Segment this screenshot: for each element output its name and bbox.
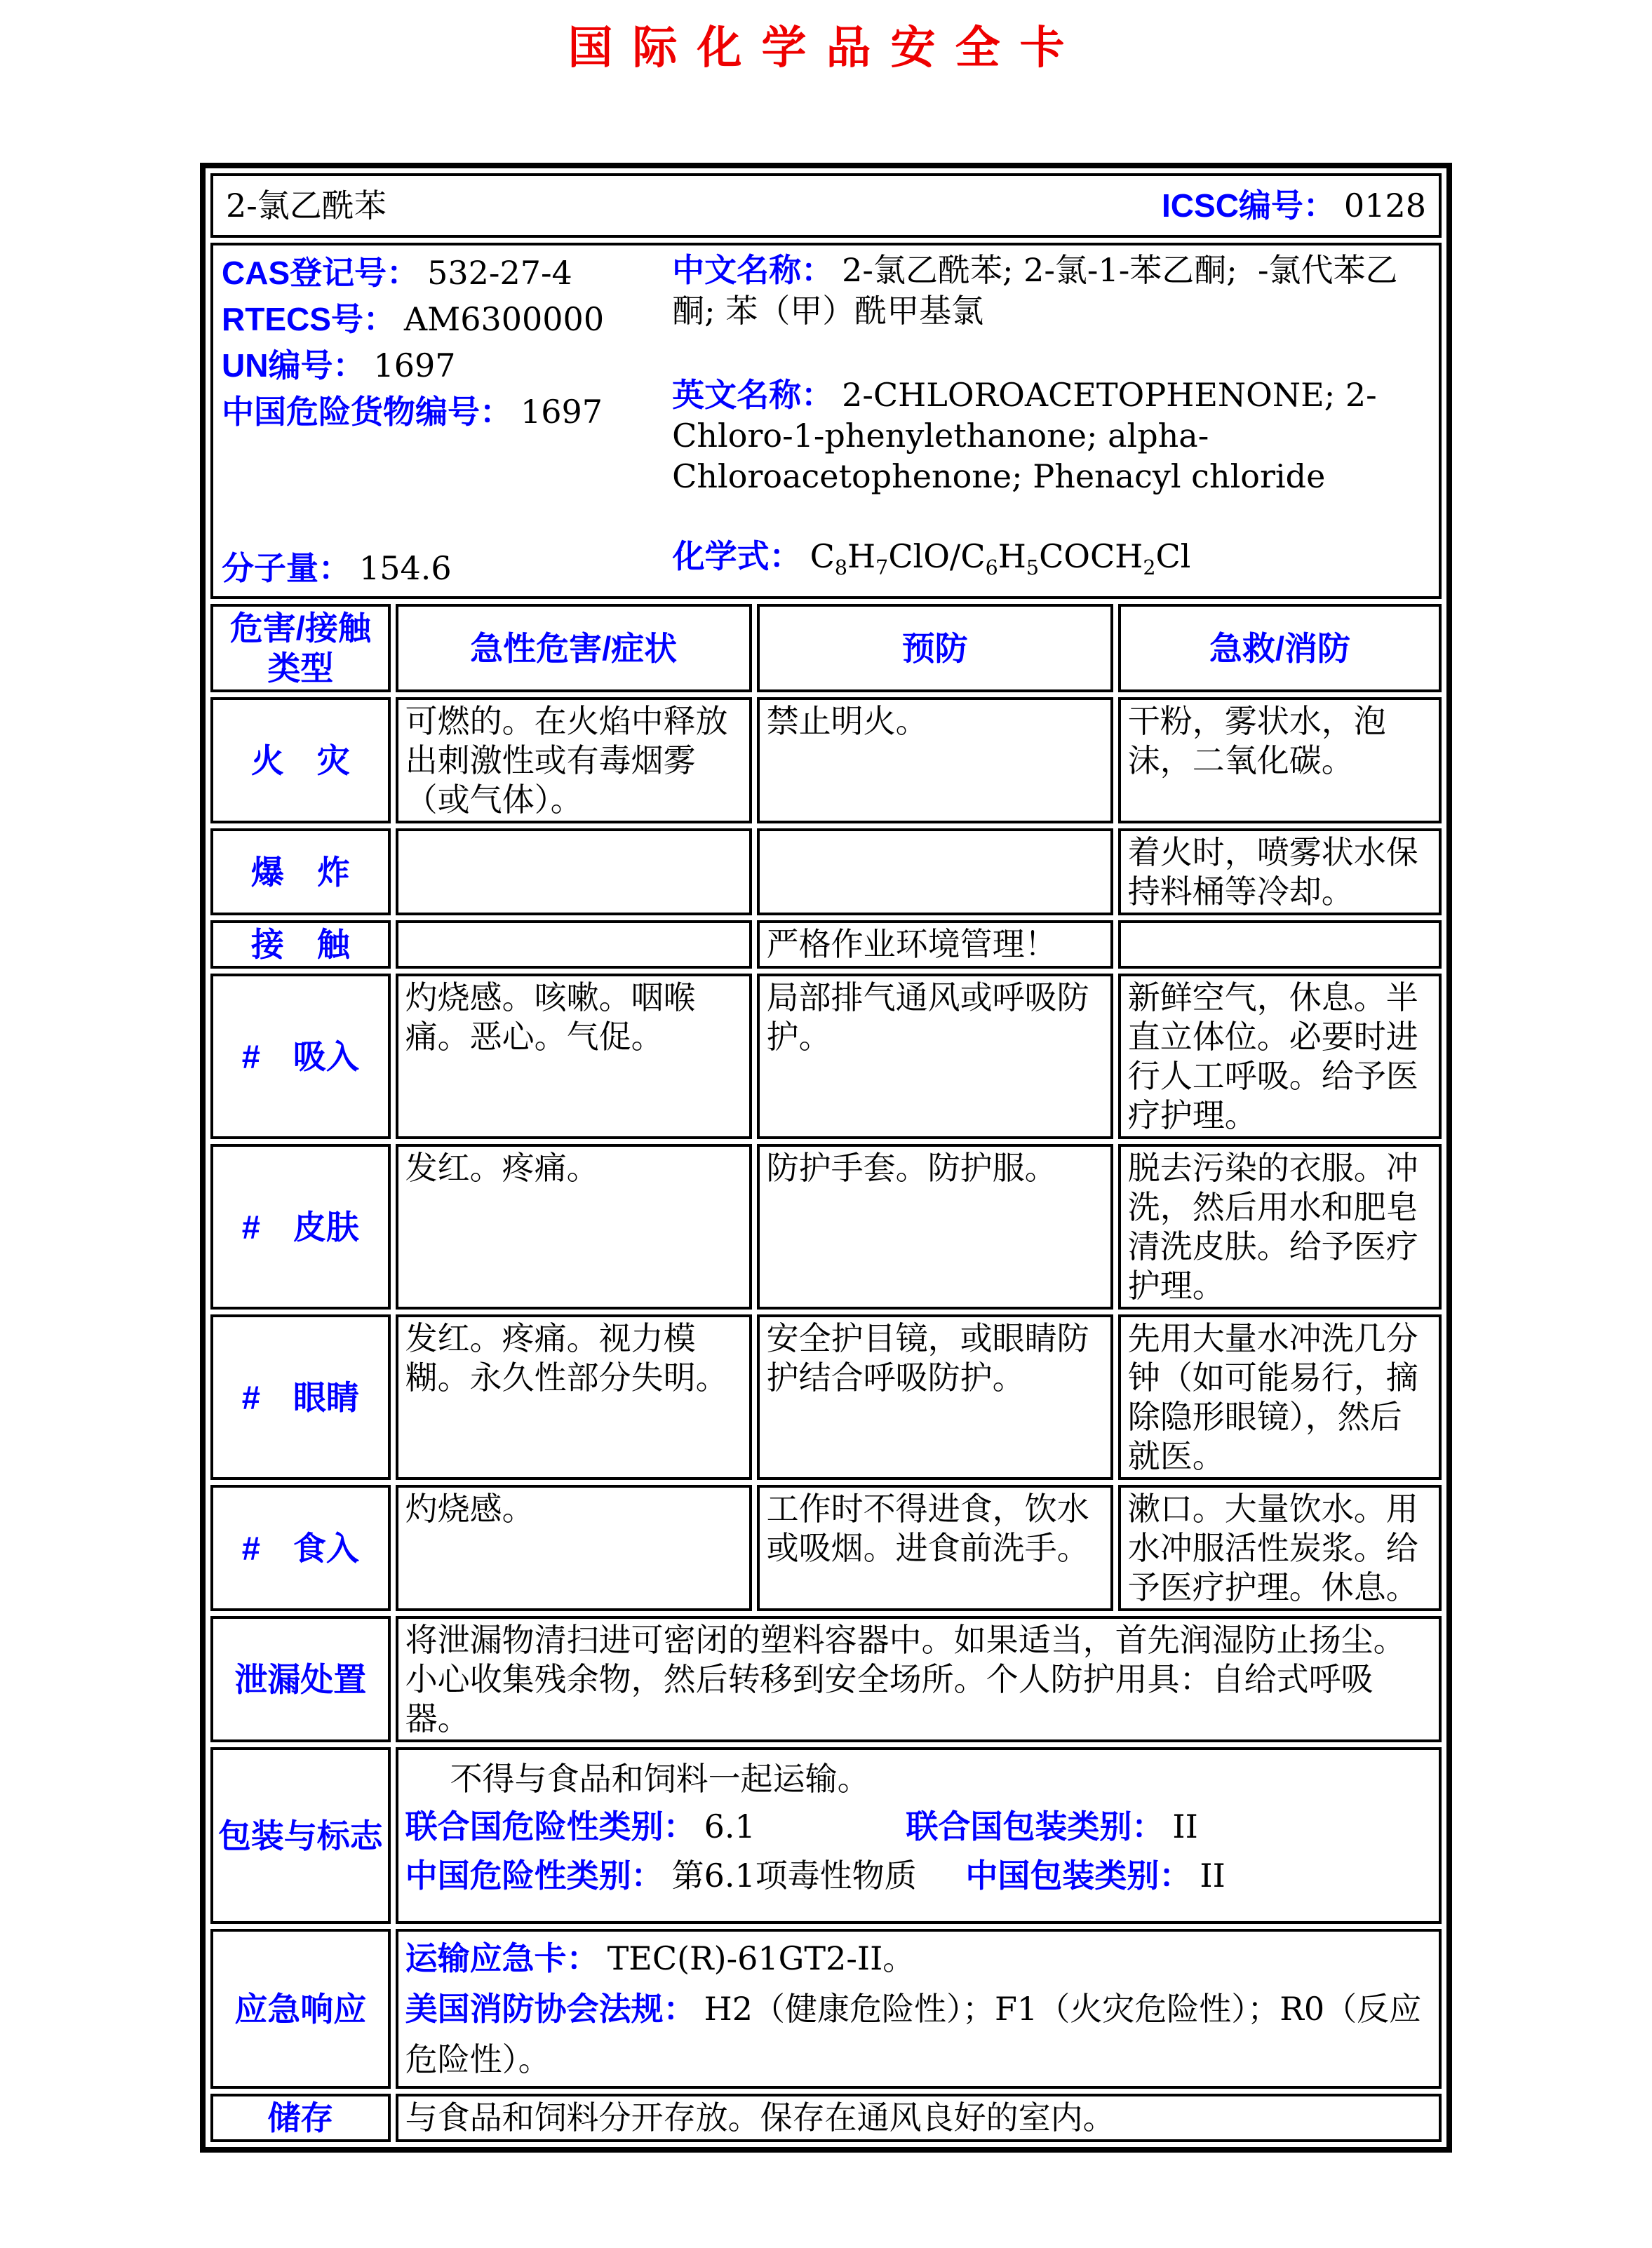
china-dg-number-line bbox=[222, 389, 604, 435]
page-title: 国际化学品安全卡 bbox=[568, 22, 1084, 74]
transport-emergency-card-label: 运输应急卡： bbox=[405, 1940, 599, 1977]
inhalation-prevention: 局部排气通风或呼吸防护。 bbox=[757, 974, 1113, 1139]
chemical-name: 2-氯乙酰苯 bbox=[226, 187, 387, 224]
storage-content: 与食品和饲料分开存放。保存在通风良好的室内。 bbox=[396, 2094, 1442, 2142]
english-name-label: 英文名称： bbox=[672, 377, 834, 413]
header-symptoms: 急性危害/症状 bbox=[396, 604, 752, 692]
eyes-symptoms: 发红。疼痛。视力模糊。永久性部分失明。 bbox=[396, 1314, 752, 1480]
china-classification-line bbox=[405, 1851, 1432, 1900]
contact-symptoms bbox=[396, 920, 752, 969]
header-hazard-type: 危害/接触类型 bbox=[210, 604, 391, 692]
icsc-number: 0128 bbox=[1343, 187, 1426, 224]
nfpa-code-value: H2（健康危险性）；F1（火灾危险性）；R0（反应危险性）。 bbox=[405, 1990, 1422, 2078]
ingestion-symptoms: 灼烧感。 bbox=[396, 1485, 752, 1611]
hazard-row-inhalation bbox=[210, 974, 1442, 1139]
name-cell bbox=[210, 173, 1442, 238]
explosion-symptoms bbox=[396, 828, 752, 915]
hazard-row-eyes bbox=[210, 1314, 1442, 1480]
un-number-line bbox=[222, 342, 604, 389]
explosion-response: 着火时，喷雾状水保持料桶等冷却。 bbox=[1118, 828, 1442, 915]
un-value: 1697 bbox=[373, 346, 456, 384]
row-label-ingestion: # 食入 bbox=[210, 1485, 391, 1611]
molecular-line bbox=[222, 537, 1430, 588]
hazard-row-skin bbox=[210, 1144, 1442, 1310]
section-row-packaging bbox=[210, 1747, 1442, 1924]
un-hazard-class-label: 联合国危险性类别： bbox=[405, 1808, 696, 1845]
fire-response: 干粉，雾状水，泡沫，二氧化碳。 bbox=[1118, 697, 1442, 823]
china-dg-value: 1697 bbox=[521, 393, 603, 431]
explosion-prevention bbox=[757, 828, 1113, 915]
un-hazard-class-value: 6.1 bbox=[704, 1808, 756, 1845]
ingestion-prevention: 工作时不得进食，饮水或吸烟。进食前洗手。 bbox=[757, 1485, 1113, 1611]
section-row-spill bbox=[210, 1616, 1442, 1742]
english-name-value: 2-CHLOROACETOPHENONE; 2-Chloro-1-phenylethanone; alpha-Chloroacetophenone; Phenacyl chloride bbox=[672, 376, 1377, 495]
icsc-label: ICSC编号： bbox=[1162, 187, 1336, 224]
packaging-content bbox=[396, 1747, 1442, 1924]
nfpa-code-line bbox=[405, 1984, 1432, 2085]
china-packing-group-value: II bbox=[1200, 1857, 1225, 1894]
chinese-name-block bbox=[672, 250, 1430, 331]
cas-label: CAS登记号： bbox=[222, 255, 419, 291]
un-classification-line bbox=[405, 1802, 1432, 1851]
row-label-explosion: 爆 炸 bbox=[210, 828, 391, 915]
hazard-row-fire bbox=[210, 697, 1442, 823]
row-label-emergency-response: 应急响应 bbox=[210, 1929, 391, 2089]
row-label-storage: 储存 bbox=[210, 2094, 391, 2142]
chinese-name-value: 2-氯乙酰苯; 2-氯-1-苯乙酮; -氯代苯乙酮; 苯（甲）酰甲基氯 bbox=[672, 251, 1398, 330]
ingestion-response: 漱口。大量饮水。用水冲服活性炭浆。给予医疗护理。休息。 bbox=[1118, 1485, 1442, 1611]
fire-prevention: 禁止明火。 bbox=[757, 697, 1113, 823]
transport-emergency-card-line bbox=[405, 1933, 1432, 1984]
registry-numbers bbox=[222, 250, 604, 435]
china-dg-label: 中国危险货物编号： bbox=[222, 393, 512, 430]
row-label-skin: # 皮肤 bbox=[210, 1144, 391, 1310]
identity-cell bbox=[210, 243, 1442, 599]
eyes-prevention: 安全护目镜，或眼睛防护结合呼吸防护。 bbox=[757, 1314, 1113, 1480]
inhalation-symptoms: 灼烧感。咳嗽。咽喉痛。恶心。气促。 bbox=[396, 974, 752, 1139]
un-label: UN编号： bbox=[222, 347, 365, 384]
row-label-spill-disposal: 泄漏处置 bbox=[210, 1616, 391, 1742]
header-prevention: 预防 bbox=[757, 604, 1113, 692]
header-response: 急救/消防 bbox=[1118, 604, 1442, 692]
card-name-row bbox=[210, 173, 1442, 238]
un-packing-group-value: II bbox=[1172, 1808, 1198, 1845]
chinese-name-label: 中文名称： bbox=[672, 252, 834, 288]
chemical-formula-value: $C_8H_7ClO/C_6H_5COCH_2Cl$ bbox=[810, 537, 1191, 579]
skin-response: 脱去污染的衣服。冲洗，然后用水和肥皂清洗皮肤。给予医疗护理。 bbox=[1118, 1144, 1442, 1310]
hazard-header-row bbox=[210, 604, 1442, 692]
molecular-weight-label: 分子量： bbox=[222, 550, 351, 586]
section-row-emergency bbox=[210, 1929, 1442, 2089]
cas-value: 532-27-4 bbox=[427, 254, 572, 292]
fire-symptoms: 可燃的。在火焰中释放出刺激性或有毒烟雾（或气体）。 bbox=[396, 697, 752, 823]
chemical-formula bbox=[673, 537, 1191, 588]
cas-number-line bbox=[222, 250, 604, 296]
packaging-transport-note: 不得与食品和饲料一起运输。 bbox=[450, 1760, 870, 1798]
rtecs-label: RTECS号： bbox=[222, 301, 396, 337]
row-label-contact: 接 触 bbox=[210, 920, 391, 969]
hazard-row-ingestion bbox=[210, 1485, 1442, 1611]
contact-response bbox=[1118, 920, 1442, 969]
row-label-eyes: # 眼睛 bbox=[210, 1314, 391, 1480]
english-name-block bbox=[672, 375, 1430, 497]
transport-emergency-card-value: TEC(R)-61GT2-II。 bbox=[607, 1939, 915, 1977]
hazard-row-contact bbox=[210, 920, 1442, 969]
row-label-fire: 火 灾 bbox=[210, 697, 391, 823]
contact-prevention: 严格作业环境管理！ bbox=[757, 920, 1113, 969]
rtecs-value: AM6300000 bbox=[403, 300, 605, 338]
eyes-response: 先用大量水冲洗几分钟（如可能易行，摘除隐形眼镜），然后就医。 bbox=[1118, 1314, 1442, 1480]
inhalation-response: 新鲜空气，休息。半直立体位。必要时进行人工呼吸。给予医疗护理。 bbox=[1118, 974, 1442, 1139]
spill-disposal-content: 将泄漏物清扫进可密闭的塑料容器中。如果适当，首先润湿防止扬尘。小心收集残余物，然后转移到安全场所。个人防护用具：自给式呼吸器。 bbox=[396, 1616, 1442, 1742]
row-label-inhalation: # 吸入 bbox=[210, 974, 391, 1139]
icsc-number-group bbox=[1162, 186, 1426, 225]
identity-row bbox=[210, 243, 1442, 599]
skin-symptoms: 发红。疼痛。 bbox=[396, 1144, 752, 1310]
chemical-formula-label: 化学式： bbox=[672, 537, 802, 575]
skin-prevention: 防护手套。防护服。 bbox=[757, 1144, 1113, 1310]
molecular-weight-value: 154.6 bbox=[359, 549, 452, 587]
molecular-weight bbox=[222, 548, 452, 588]
china-hazard-class-label: 中国危险性类别： bbox=[405, 1857, 664, 1894]
icsc-card-table bbox=[200, 163, 1452, 2153]
nfpa-code-label: 美国消防协会法规： bbox=[405, 1991, 696, 2027]
china-packing-group-label: 中国包装类别： bbox=[965, 1857, 1192, 1894]
rtecs-number-line bbox=[222, 296, 604, 342]
china-hazard-class-value: 第6.1项毒性物质 bbox=[671, 1857, 917, 1894]
un-packing-group-label: 联合国包装类别： bbox=[906, 1808, 1164, 1845]
chemical-names bbox=[672, 250, 1430, 497]
hazard-row-explosion bbox=[210, 828, 1442, 915]
emergency-response-content bbox=[396, 1929, 1442, 2089]
row-label-packaging: 包装与标志 bbox=[210, 1747, 391, 1924]
section-row-storage bbox=[210, 2094, 1442, 2142]
